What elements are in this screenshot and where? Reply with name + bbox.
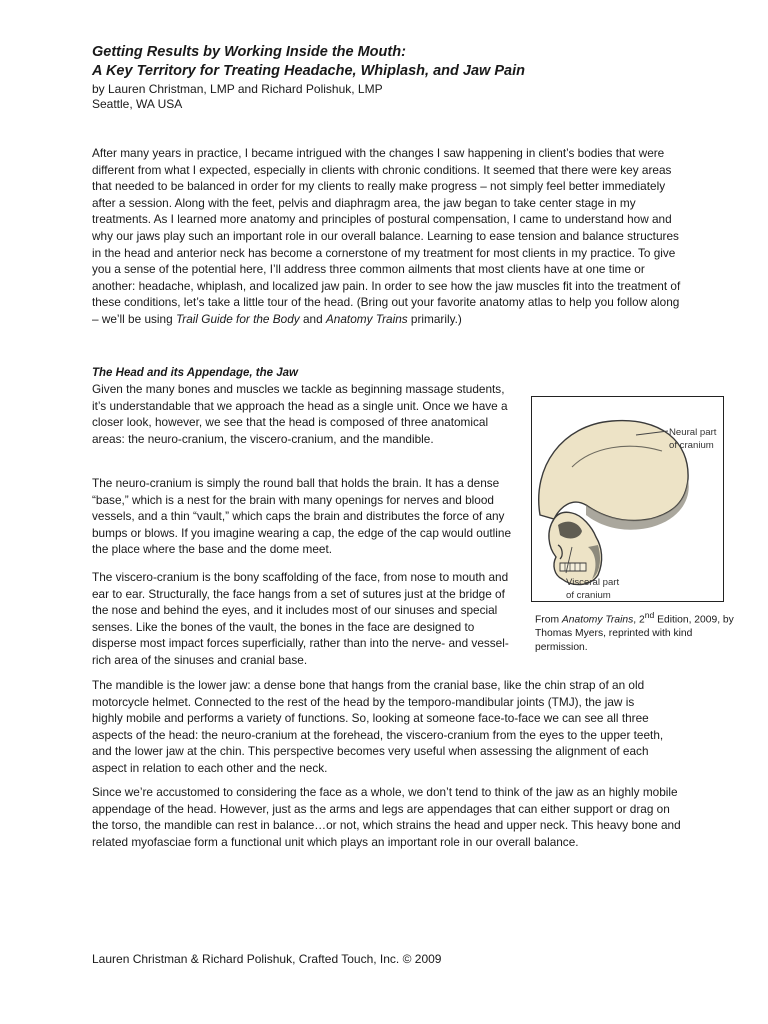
copyright-footer: Lauren Christman & Richard Polishuk, Crafted Touch, Inc. © 2009	[92, 952, 442, 966]
label-neural-cranium	[669, 426, 716, 452]
label-visceral-line1: Visceral part	[566, 577, 620, 588]
skull-teeth	[560, 563, 586, 571]
book-title-trail-guide: Trail Guide for the Body	[175, 311, 300, 326]
article-subtitle: A Key Territory for Treating Headache, Whiplash, and Jaw Pain	[92, 63, 525, 79]
body-paragraph-viscero-cranium: The viscero-cranium is the bony scaffolding of the face, from nose to mouth and ear to ear. Structurally, the face hangs from a set of sutures just at the bridge of the nose and behind the eyes, and it includes most of our sinuses and special senses. Like the bones of the vault, the bones in the face are designed to disperse most impact forces superficially, rather than into the nerve- and vessel-rich area of the sinuses and cranial base.	[92, 570, 509, 667]
intro-end: primarily.)	[407, 311, 462, 326]
article-title: Getting Results by Working Inside the Mouth:	[92, 44, 406, 60]
figure-caption	[535, 608, 735, 655]
intro-text: After many years in practice, I became intrigued with the changes I saw happening in client’s bodies that were different from what I expected, especially in clients with chronic conditions. It seemed that there were key areas that needed to be balanced in order for my clients to really make progress – not simply feel better immediately after a session. Along with the feet, pelvis and diaphragm area, the jaw began to take center stage in my treatments. As I learned more anatomy and principles of postural compensation, I came to understand how and why our jaws play such an important role in our overall balance. Learning to ease tension and balance structures in the head and anterior neck has become a cornerstone of my treatment for most clients in my practice. To give you a sense of the potential here, I’ll address three common ailments that most clients have at one time or another: headache, whiplash, and localized jaw pain. In order to see how the jaw muscles fit into the treatment of these conditions, let’s take a little tour of the head. (Bring out your favorite anatomy atlas to help you follow along – we’ll be using	[92, 146, 681, 326]
intro-and: and	[299, 311, 326, 326]
caption-superscript: nd	[644, 610, 655, 620]
section-heading: The Head and its Appendage, the Jaw	[92, 367, 298, 379]
body-paragraph-mandible: The mandible is the lower jaw: a dense bone that hangs from the cranial base, like the chin strap of an old motorcycle helmet. Connected to the rest of the head by the temporo-mandibular joints (TMJ), the jaw is highly mobile and performs a variety of functions. So, looking at someone face-to-face we can see all three aspects of the head: the neuro-cranium at the forehead, the viscero-cranium from the eyes to the upper teeth, and the lower jaw at the chin. This perspective becomes very useful when assessing the alignment of each aspect in relation to each other and the neck.	[92, 678, 664, 775]
body-paragraph-neuro-cranium: The neuro-cranium is simply the round ball that holds the brain. It has a dense “base,” which is a nest for the brain with many openings for nerves and blood vessels, and a thin “vault,” which caps the brain and distributes the force of any bumps or blows. If you imagine wearing a cap, the edge of the cap would outline the place where the base and the dome meet.	[92, 476, 512, 557]
label-neural-line1: Neural part	[669, 427, 717, 438]
caption-rest: Edition, 2009, by Thomas Myers, reprinted with kind permission.	[535, 614, 734, 654]
author-location: Seattle, WA USA	[92, 97, 183, 111]
book-title-anatomy-trains: Anatomy Trains	[325, 311, 408, 326]
caption-from: From	[535, 614, 562, 626]
author-byline: by Lauren Christman, LMP and Richard Polishuk, LMP	[92, 82, 383, 96]
label-visceral-cranium	[566, 576, 619, 602]
label-visceral-line2: of cranium	[566, 590, 611, 601]
skull-cranium-shape	[539, 421, 688, 521]
caption-edition: , 2	[633, 614, 645, 626]
intro-paragraph	[92, 145, 684, 328]
body-paragraph-appendage: Since we’re accustomed to considering the face as a whole, we don’t tend to think of the jaw as an highly mobile appendage of the head. However, just as the arms and legs are appendages that can either support or drag on the torso, the mandible can rest in balance…or not, which strains the head and upper neck. This heavy bone and related myofasciae form a functional unit which plays an important role in our overall balance.	[92, 785, 681, 849]
caption-book-title: Anatomy Trains	[561, 614, 634, 626]
label-neural-line2: of cranium	[669, 440, 714, 451]
body-paragraph-head-areas: Given the many bones and muscles we tackle as beginning massage students, it’s understandable that we approach the head as a single unit. Once we have a closer look, however, we see that the head is composed of three anatomical areas: the neuro-cranium, the viscero-cranium, and the mandible.	[92, 382, 508, 446]
